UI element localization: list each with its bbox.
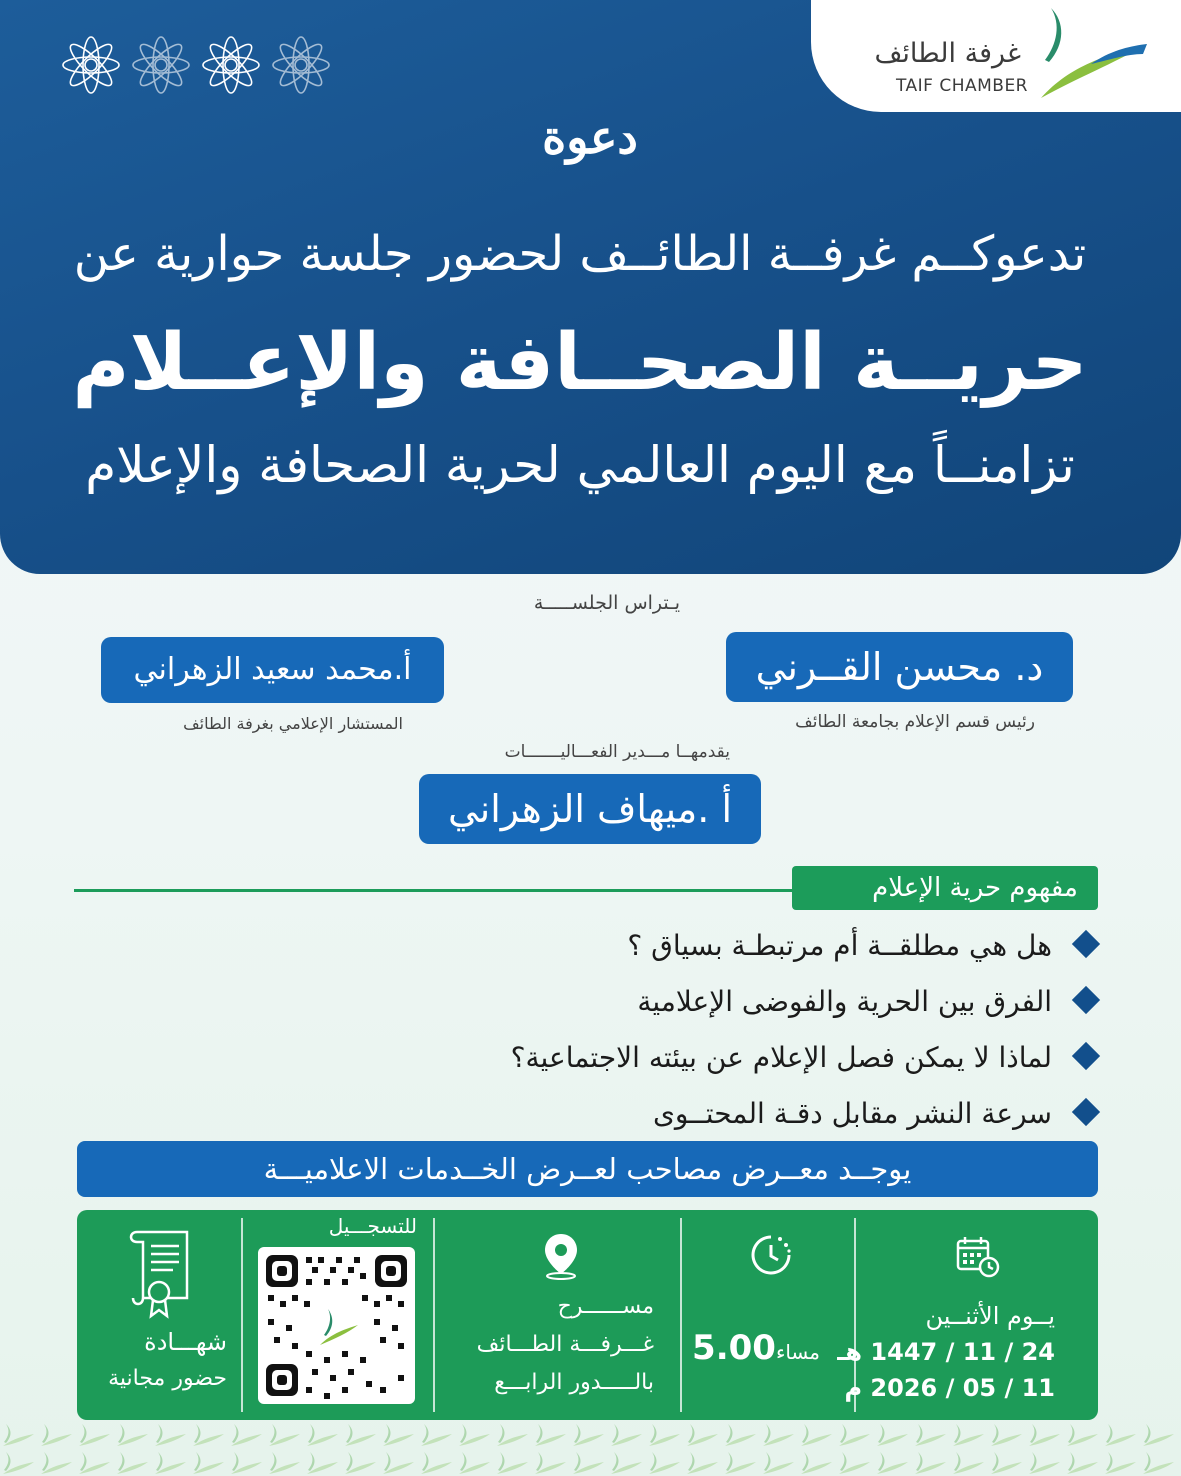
- qr-code-graphic: [258, 1247, 415, 1404]
- diamond-bullet-icon: [1072, 930, 1100, 958]
- calendar-clock-icon: [955, 1234, 1001, 1278]
- topics-heading-text: مفهوم حرية الإعلام: [872, 873, 1078, 903]
- diamond-bullet-icon: [1072, 1098, 1100, 1126]
- flower-icon: [56, 30, 346, 100]
- event-day: يــوم الأثنــين: [925, 1302, 1055, 1330]
- topic-text: لماذا لا يمكن فصل الإعلام عن بيئته الاجتماعية؟: [510, 1041, 1052, 1074]
- clock-icon: [748, 1232, 794, 1278]
- logo-english-text: TAIF CHAMBER: [895, 76, 1028, 96]
- time-suffix: مساء: [775, 1340, 820, 1364]
- topic-text: الفرق بين الحرية والفوضى الإعلامية: [637, 985, 1052, 1018]
- chair-label: يـتراس الجلســـــة: [533, 592, 680, 614]
- list-item: [420, 1086, 1100, 1142]
- gregorian-date: 11 / 05 / 2026 م: [844, 1374, 1055, 1402]
- list-item: [420, 1030, 1100, 1086]
- event-time: [692, 1328, 830, 1368]
- headline-intro: تدعوكــم غرفــة الطائــف لحضور جلسة حوارية عن: [73, 226, 1087, 282]
- chair-role: رئيس قسم الإعلام بجامعة الطائف: [795, 712, 1035, 732]
- registration-cell: [243, 1210, 433, 1420]
- presenter-name-badge: أ .ميهاف الزهراني: [419, 774, 761, 844]
- topics-list: [420, 918, 1100, 1142]
- topics-heading: [792, 866, 1098, 910]
- cochair-name-badge: أ.محمد سعيد الزهراني: [101, 637, 444, 703]
- venue-line-1: مســــــرح: [557, 1294, 654, 1319]
- certificate-line-2: حضور مجانية: [108, 1366, 227, 1391]
- cochair-role: المستشار الإعلامي بغرفة الطائف: [183, 714, 403, 733]
- venue-line-2: غـــرفـــة الطـــائف: [476, 1332, 654, 1357]
- section-divider: [74, 889, 854, 892]
- location-cell: [435, 1210, 680, 1420]
- certificate-icon: [125, 1228, 195, 1320]
- invite-word: دعوة: [542, 110, 638, 164]
- qr-code-icon[interactable]: [258, 1247, 415, 1404]
- date-cell: [837, 1210, 1085, 1420]
- diamond-bullet-icon: [1072, 986, 1100, 1014]
- certificate-line-1: شهـــادة: [144, 1328, 227, 1356]
- hijri-date: 24 / 11 / 1447 هـ: [837, 1338, 1055, 1366]
- time-value: 5.00: [692, 1328, 776, 1368]
- logo-arabic-text: غرفة الطائف: [874, 38, 1021, 69]
- header-panel: [0, 0, 1181, 574]
- headline-subtitle: تزامنــاً مع اليوم العالمي لحرية الصحافة والإعلام: [85, 436, 1075, 494]
- logo-area: [811, 0, 1181, 112]
- diamond-bullet-icon: [1072, 1042, 1100, 1070]
- chair-name-badge: د. محسن القــرني: [726, 632, 1073, 702]
- register-label: للتسجـــيل: [328, 1214, 417, 1238]
- location-pin-icon: [539, 1230, 583, 1280]
- presenter-label: يقدمهــا مـــدير الفعـــاليـــــــات: [504, 742, 730, 762]
- time-cell: [682, 1210, 854, 1420]
- topic-text: هل هي مطلقــة أم مرتبطـة بسياق ؟: [627, 929, 1052, 962]
- list-item: [420, 918, 1100, 974]
- logo-mark-icon: [1031, 4, 1151, 104]
- certificate-cell: [77, 1210, 241, 1420]
- list-item: [420, 974, 1100, 1030]
- exhibition-banner: يوجــد معــرض مصاحب لعــرض الخــدمات الاعلاميـــة: [77, 1141, 1098, 1197]
- venue-line-3: بالـــــدور الرابـــع: [494, 1370, 654, 1395]
- headline-title: حريــة الصحــافة والإعــلام: [72, 318, 1088, 408]
- topic-text: سرعة النشر مقابل دقـة المحتــوى: [653, 1097, 1052, 1130]
- event-details-bar: [77, 1210, 1098, 1420]
- footer-pattern: [0, 1420, 1181, 1476]
